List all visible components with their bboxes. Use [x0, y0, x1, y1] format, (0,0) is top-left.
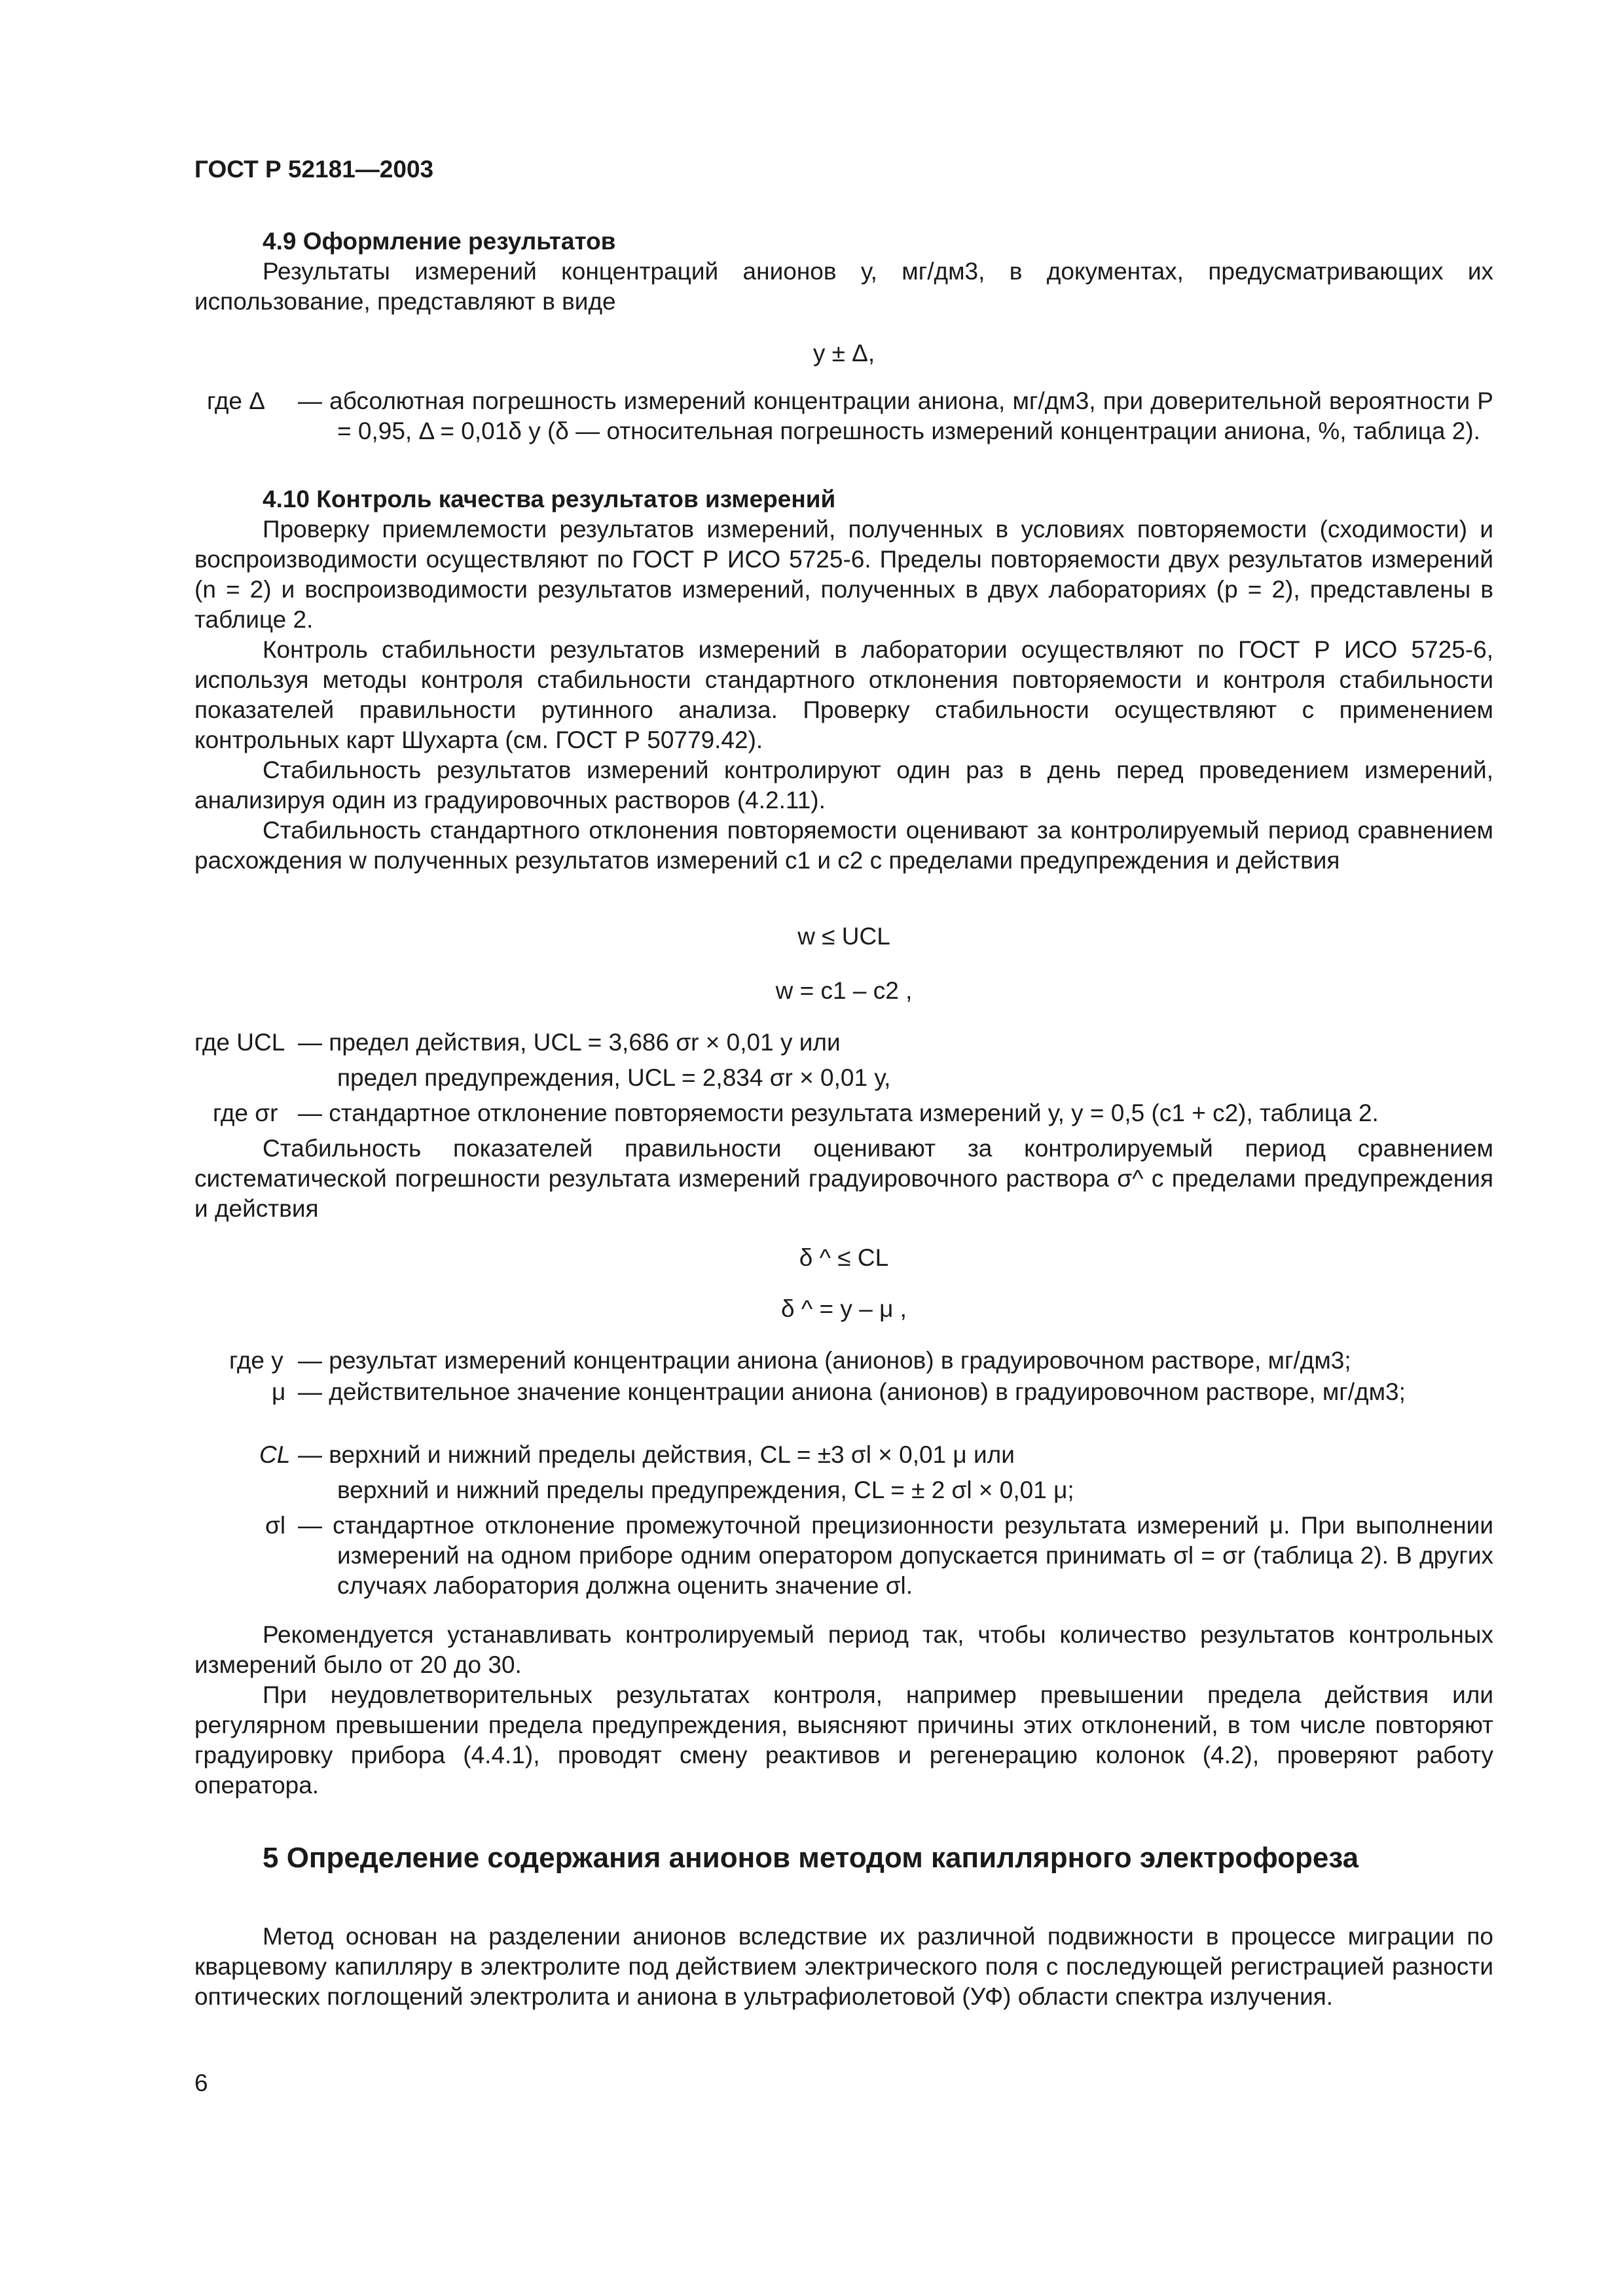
section-4-10-paragraph-4: Стабильность стандартного отклонения повторяемости оценивают за контролируемый период сравнением расхождения w полученных результатов измерений с1 и с2 с пределами предупреждения и действия: [194, 817, 1493, 874]
section-4-10-paragraph-2: Контроль стабильности результатов измерений в лаборатории осуществляют по ГОСТ Р ИСО 5725-6, используя методы контроля стабильности стандартного отклонения повторяемости и контроля стабильности показателей правильности рутинного анализа. Проверку стабильности осуществляют с применением контрольных карт Шухарта (см. ГОСТ Р 50779.42).: [194, 636, 1493, 753]
sigma-r-definition: — стандартное отклонение повторяемости результата измерений у, у = 0,5 (с1 + с2), таблица 2.: [298, 1100, 1379, 1126]
ucl-definition-warning: предел предупреждения, UCL = 2,834 σr × 0,01 у,: [337, 1064, 891, 1091]
section-5-paragraph: Метод основан на разделении анионов вследствие их различной подвижности в процессе миграции по кварцевому капилляру в электролите под действием электрического поля с последующей регистрацией разности оптических поглощений электролита и аниона в ультрафиолетовой (УФ) области спектра излучения.: [194, 1923, 1493, 2010]
delta-definition: — абсолютная погрешность измерений концентрации аниона, мг/дм3, при доверительной вероятности Р = 0,95, Δ = 0,01δ у (δ — относительная погрешность измерений концентрации аниона, %, таблица 2).: [298, 387, 1493, 444]
sigma-l-label: σl: [265, 1512, 286, 1539]
where-ucl-label: где UCL: [194, 1029, 285, 1056]
section-5-title: 5 Определение содержания анионов методом капиллярного электрофореза: [263, 1842, 1359, 1874]
formula-delta-y-mu: δ ^ = у – μ ,: [781, 1295, 907, 1322]
cl-definition-warning: верхний и нижний пределы предупреждения, CL = ± 2 σl × 0,01 μ;: [337, 1477, 1074, 1503]
section-4-9-title: 4.9 Оформление результатов: [263, 228, 616, 255]
cl-label: CL: [259, 1441, 291, 1468]
formula-w-ucl: w ≤ UCL: [797, 923, 890, 950]
ucl-definition-action: — предел действия, UCL = 3,686 σr × 0,01 у или: [298, 1029, 841, 1056]
section-4-10-title: 4.10 Контроль качества результатов измерений: [263, 486, 836, 512]
section-4-10-paragraph-7: При неудовлетворительных результатах контроля, например превышении предела действия или регулярном превышении предела предупреждения, выясняют причины этих отклонений, в том числе повторяют градуировку прибора (4.4.1), проводят смену реактивов и регенерацию колонок (4.2), проверяют работу оператора.: [194, 1681, 1493, 1799]
where-sigma-r-label: где σr: [213, 1100, 278, 1126]
section-4-10-paragraph-3: Стабильность результатов измерений контролируют один раз в день перед проведением измерений, анализируя один из градуировочных растворов (4.2.11).: [194, 757, 1493, 814]
formula-w-difference: w = c1 – c2 ,: [775, 977, 913, 1004]
formula-delta-cl: δ ^ ≤ CL: [799, 1244, 889, 1271]
section-4-10-paragraph-6: Рекомендуется устанавливать контролируемый период так, чтобы количество результатов контрольных измерений было от 20 до 30.: [194, 1621, 1493, 1678]
section-4-10-paragraph-5: Стабильность показателей правильности оценивают за контролируемый период сравнением систематической погрешности результата измерений градуировочного раствора σ^ с пределами предупреждения и действия: [194, 1135, 1493, 1222]
formula-y-delta: у ± Δ,: [812, 340, 875, 367]
where-delta-label: где Δ: [207, 387, 265, 414]
section-4-10-paragraph-1: Проверку приемлемости результатов измерений, полученных в условиях повторяемости (сходимости) и воспроизводимости осуществляют по ГОСТ Р ИСО 5725-6. Пределы повторяемости двух результатов измерений (n = 2) и воспроизводимости результатов измерений, полученных в двух лабораториях (р = 2), представлены в таблице 2.: [194, 516, 1493, 633]
section-4-9-paragraph: Результаты измерений концентраций анионов у, мг/дм3, в документах, предусматривающих их использование, представляют в виде: [194, 258, 1493, 315]
sigma-l-definition: — стандартное отклонение промежуточной прецизионности результата измерений μ. При выполнении измерений на одном приборе одним оператором допускается принимать σl = σr (таблица 2). В других случаях лаборатория должна оценить значение σl.: [298, 1512, 1493, 1599]
y-definition: — результат измерений концентрации аниона (анионов) в градуировочном растворе, мг/дм3;: [298, 1347, 1351, 1374]
document-header: ГОСТ Р 52181—2003: [194, 156, 434, 183]
where-y-label: где у: [229, 1347, 283, 1374]
mu-label: μ: [272, 1378, 286, 1405]
page-number: 6: [194, 2070, 208, 2096]
cl-definition-action: — верхний и нижний пределы действия, CL = ±3 σl × 0,01 μ или: [298, 1441, 1015, 1468]
mu-definition: — действительное значение концентрации аниона (анионов) в градуировочном растворе, мг/дм3;: [298, 1378, 1406, 1405]
